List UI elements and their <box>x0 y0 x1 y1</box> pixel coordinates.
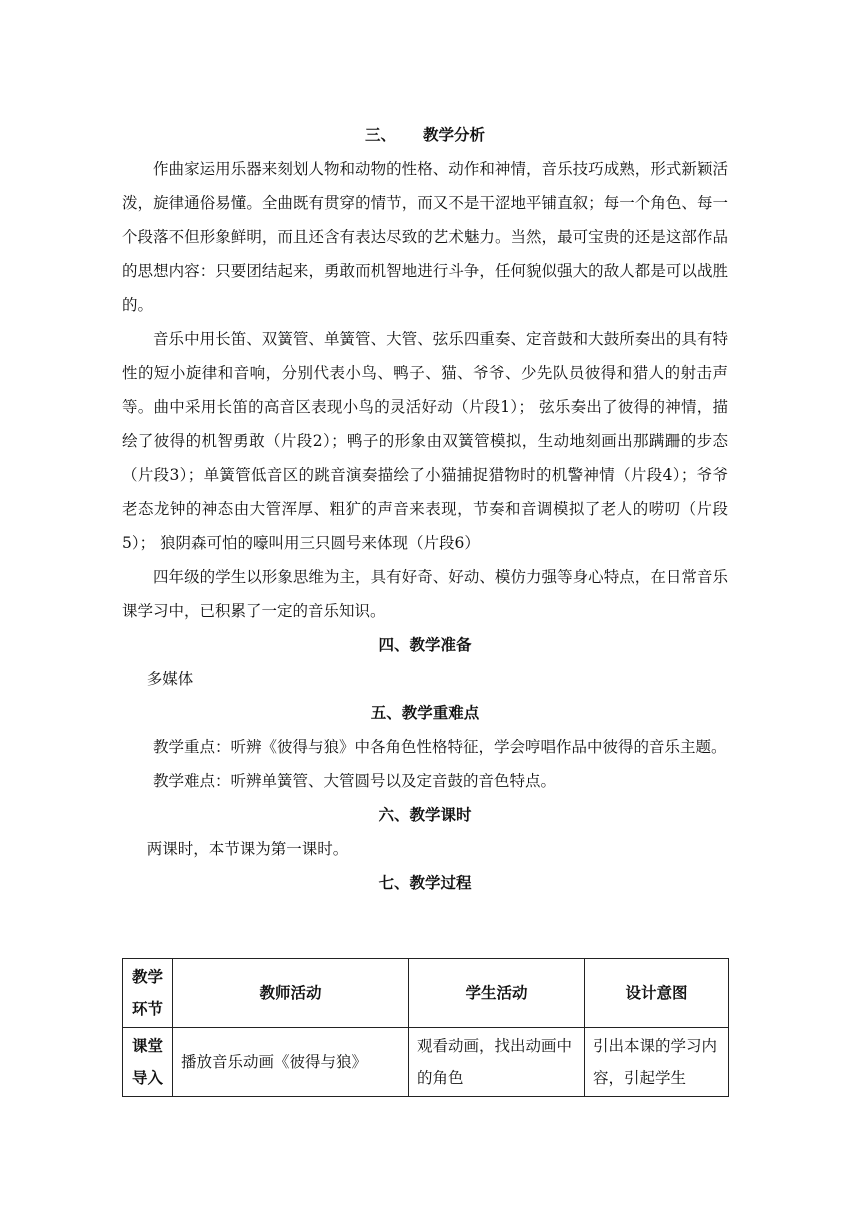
table-cell-intent: 引出本课的学习内容，引起学生 <box>585 1028 729 1097</box>
table-cell-student: 观看动画，找出动画中的角色 <box>409 1028 585 1097</box>
table-header-teacher: 教师活动 <box>173 959 409 1028</box>
table-header-student: 学生活动 <box>409 959 585 1028</box>
key-difficulty-text: 教学难点：听辨单簧管、大管圆号以及定音鼓的音色特点。 <box>153 772 557 790</box>
document-body <box>122 118 728 900</box>
analysis-paragraph-1: 作曲家运用乐器来刻划人物和动物的性格、动作和神情，音乐技巧成熟，形式新颖活泼，旋律通俗易懂。全曲既有贯穿的情节，而又不是干涩地平铺直叙；每一个角色、每一个段落不但形象鲜明，而且还含有表达尽致的艺术魅力。当然，最可宝贵的还是这部作品的思想内容：只要团结起来，勇敢而机智地进行斗争，任何貌似强大的敌人都是可以战胜的。 <box>122 160 728 314</box>
section-heading-process: 七、教学过程 <box>378 874 472 892</box>
key-focus-text: 教学重点：听辨《彼得与狼》中各角色性格特征，学会哼唱作品中彼得的音乐主题。 <box>153 738 727 756</box>
analysis-paragraph-2: 音乐中用长笛、双簧管、单簧管、大管、弦乐四重奏、定音鼓和大鼓所奏出的具有特性的短小旋律和音响，分别代表小鸟、鸭子、猫、爷爷、少先队员彼得和猎人的射击声等。曲中采用长笛的高音区表现小鸟的灵活好动（片段1）； 弦乐奏出了彼得的神情，描绘了彼得的机智勇敢（片段2）；鸭子的形象由双簧管模拟，生动地刻画出那蹒跚的步态（片段3）；单簧管低音区的跳音演奏描绘了小猫捕捉猎物时的机警神情（片段4）；爷爷老态龙钟的神态由大管浑厚、粗犷的声音来表现，节奏和音调模拟了老人的唠叨（片段5）； 狼阴森可怕的嚎叫用三只圆号来体现（片段6） <box>122 330 728 552</box>
preparation-text: 多媒体 <box>146 670 194 688</box>
table-cell-stage: 课堂导入 <box>123 1028 173 1097</box>
section-heading-periods: 六、教学课时 <box>378 806 472 824</box>
section-heading-analysis: 三、 教学分析 <box>365 126 485 144</box>
table-header-row <box>123 959 729 1028</box>
table-row <box>123 1028 729 1097</box>
section-heading-key-points: 五、教学重难点 <box>370 704 480 722</box>
table-header-stage: 教学环节 <box>123 959 173 1028</box>
table-header-intent: 设计意图 <box>585 959 729 1028</box>
teaching-process-table <box>122 958 729 1097</box>
section-heading-preparation: 四、教学准备 <box>378 636 472 654</box>
periods-text: 两课时，本节课为第一课时。 <box>146 840 349 858</box>
analysis-paragraph-3: 四年级的学生以形象思维为主，具有好奇、好动、模仿力强等身心特点，在日常音乐课学习中，已积累了一定的音乐知识。 <box>122 568 728 620</box>
table-cell-teacher: 播放音乐动画《彼得与狼》 <box>173 1028 409 1097</box>
